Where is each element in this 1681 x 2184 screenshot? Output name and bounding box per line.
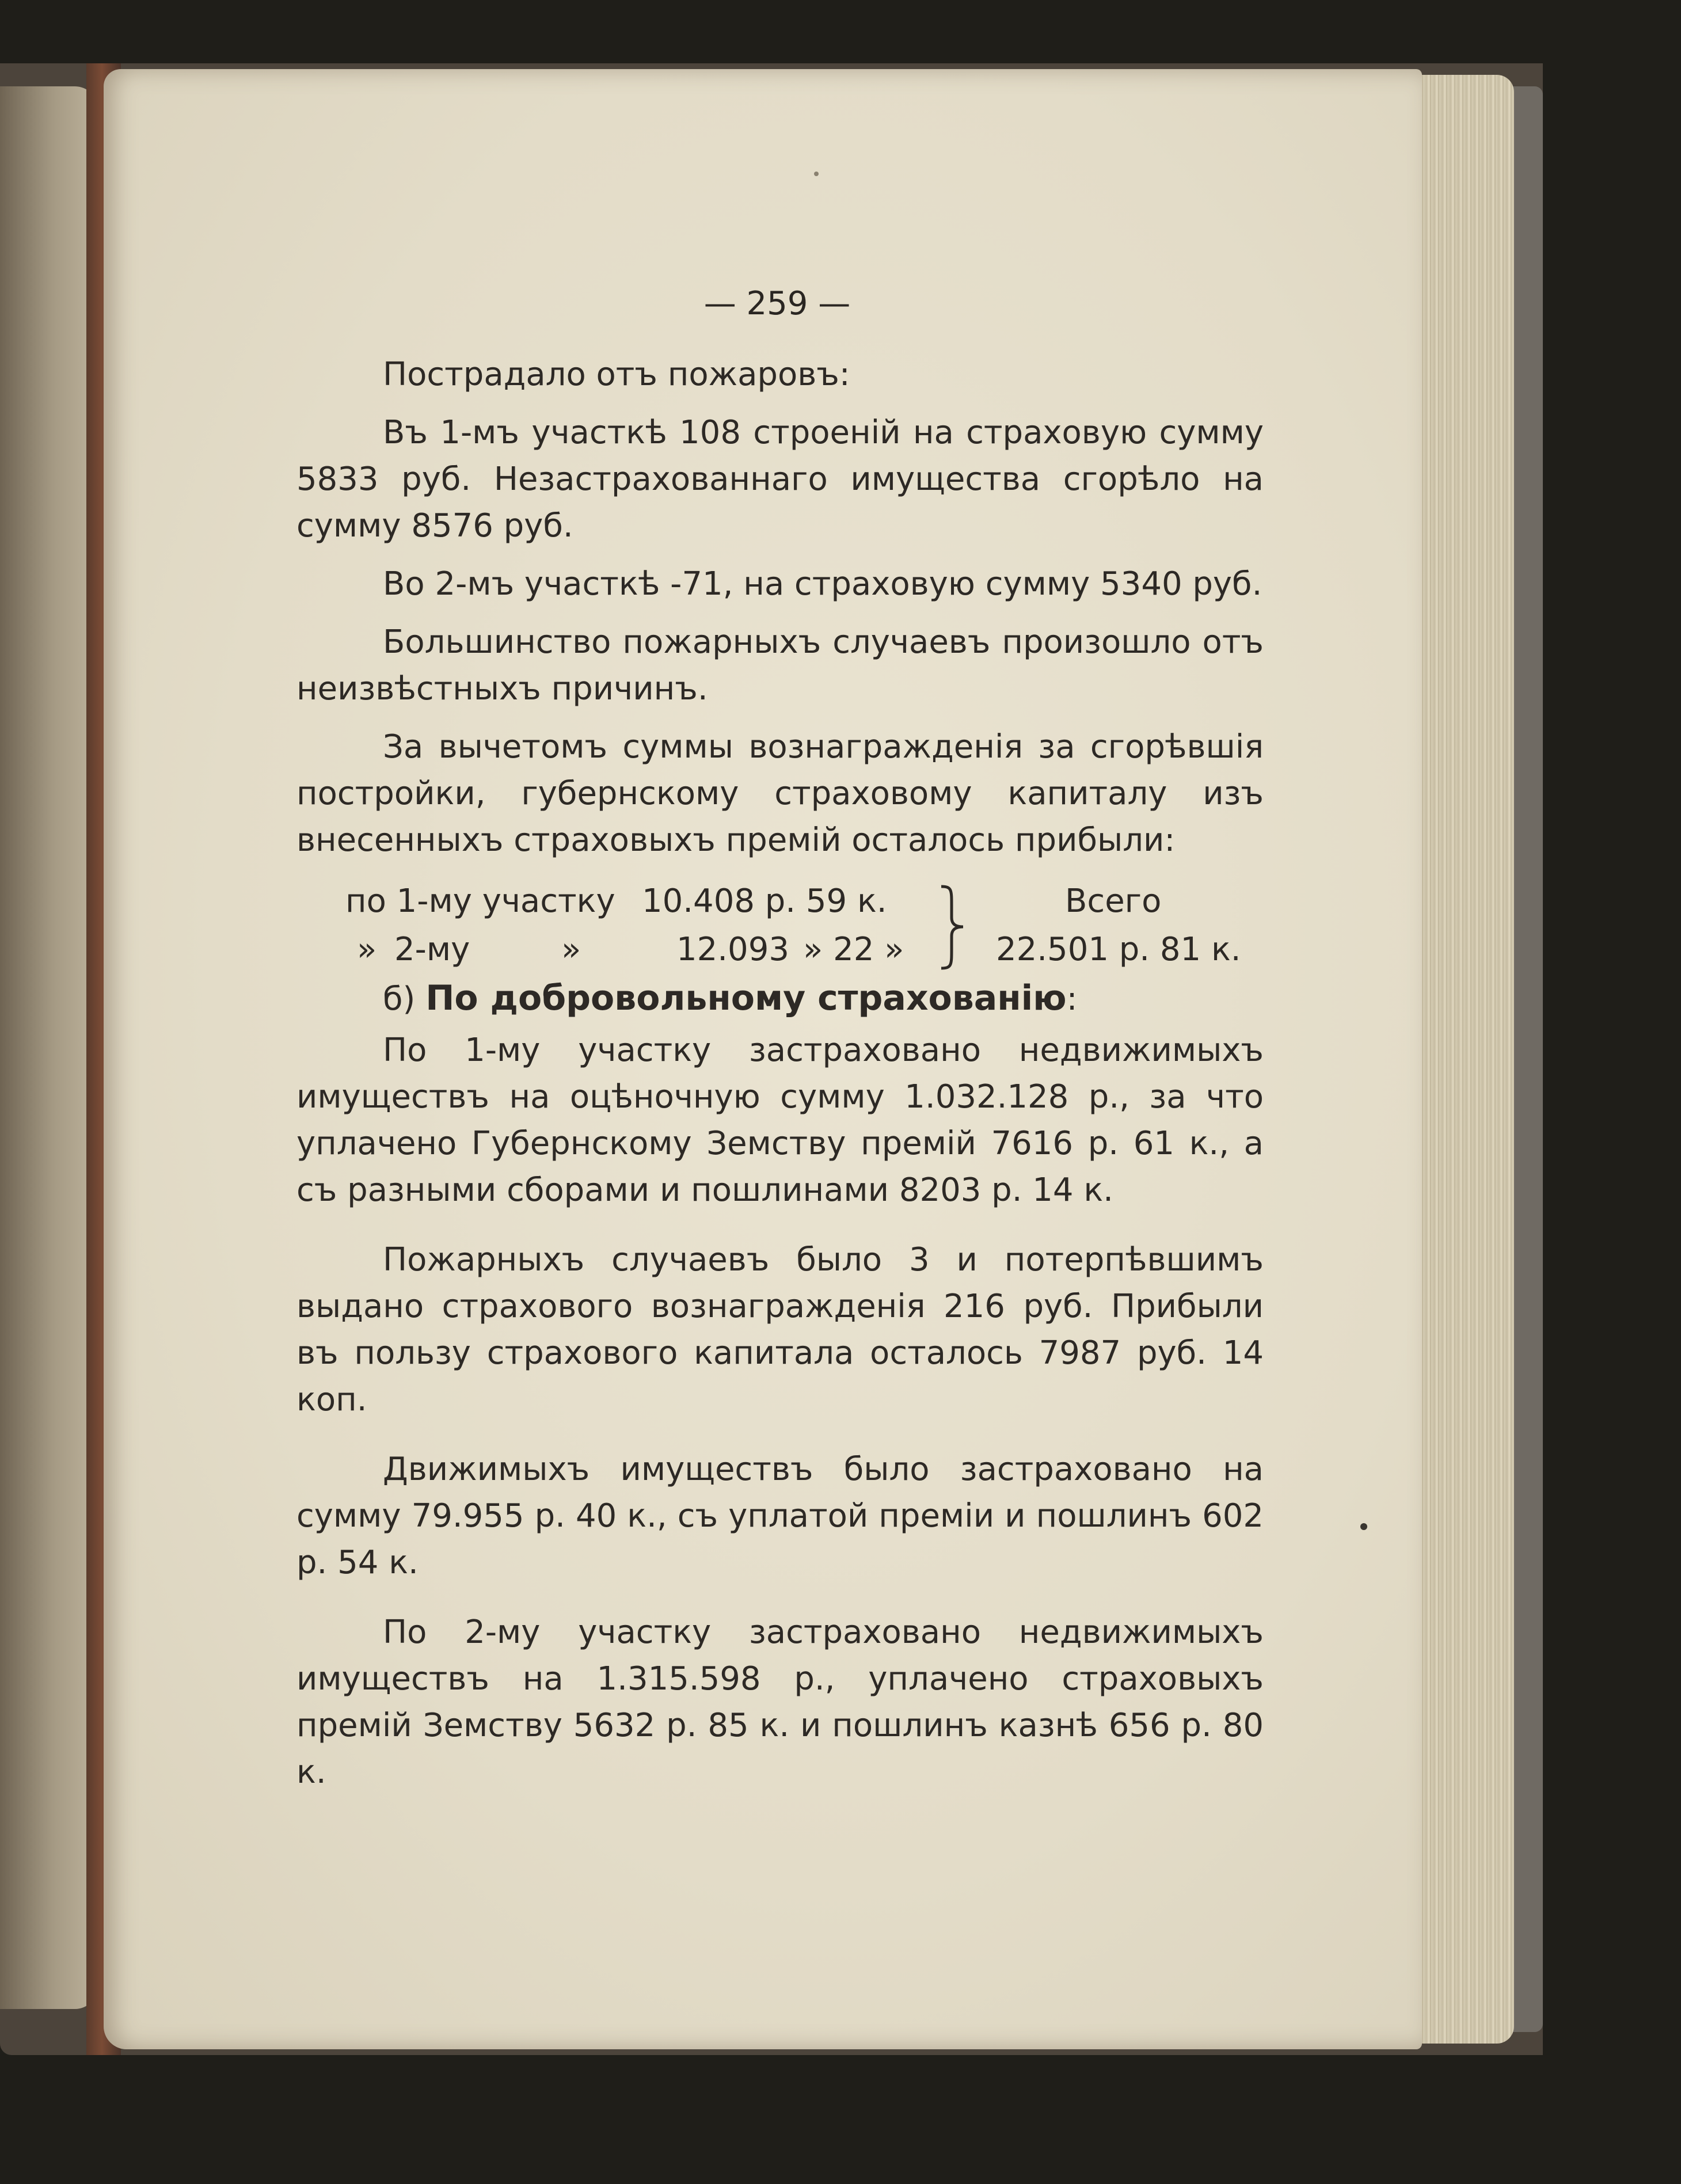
profit-row-label: по 1-му участку [345,882,615,920]
total-label: Всего [1065,882,1162,920]
subheading-suffix: : [1066,980,1078,1018]
curly-brace [935,882,970,972]
paper-speck [1360,1523,1367,1530]
subheading-title: По добровольному страхованію [425,978,1067,1018]
paragraph: По 1-му участку застраховано недвижимыхъ имуществъ на оцѣночную сумму 1.032.128 р., за что уплачено Губернскому Земству премій 7616 р. 61 к., а съ разными сборами и пошлинами 8203 р. 14 к. [296,1032,1264,1209]
subheading-prefix: б) [383,980,416,1018]
paragraph: Въ 1-мъ участкѣ 108 строеній на страховую сумму 5833 руб. Незастрахованнаго имущества сгорѣло на сумму 8576 руб. [296,414,1264,545]
book-page [104,69,1422,2049]
profit-row-kopecks: » 22 » [803,931,904,968]
paragraph: По 2-му участку застраховано недвижимыхъ имуществъ на 1.315.598 р., уплачено страховыхъ премій Земству 5632 р. 85 к. и пошлинъ казнѣ 656 р. 80 к. [296,1614,1264,1791]
ditto-mark: » [561,931,581,968]
profit-table [296,878,1264,975]
paragraph: Движимыхъ имуществъ было застраховано на сумму 79.955 р. 40 к., съ уплатой преміи и пошлинъ 602 р. 54 к. [296,1451,1264,1581]
profit-row-amount: 10.408 р. 59 к. [642,882,887,920]
paragraph: За вычетомъ суммы вознагражденія за сгорѣвшія постройки, губернскому страховому капиталу изъ внесенныхъ страховыхъ премій осталось прибыли: [296,728,1264,859]
page-number: — 259 — [703,285,851,322]
paragraph: Во 2-мъ участкѣ -71, на страховую сумму 5340 руб. [383,565,1262,603]
paragraph: Пожарныхъ случаевъ было 3 и потерпѣвшимъ выдано страхового вознагражденія 216 руб. Прибыли въ пользу страхового капитала осталось 7987 руб. 14 коп. [296,1241,1264,1418]
profit-row-label: 2-му [394,931,470,968]
paper-speck [814,172,819,176]
ditto-mark: » [357,931,377,968]
paragraph: Пострадало отъ пожаровъ: [383,356,850,393]
profit-row-amount: 12.093 [676,931,789,968]
paragraph: Большинство пожарныхъ случаевъ произошло отъ неизвѣстныхъ причинъ. [296,623,1264,707]
left-facing-page [0,86,98,2009]
section-subheading [296,975,1264,1022]
total-sum: 22.501 р. 81 к. [996,931,1241,968]
page-body [296,351,1264,1795]
